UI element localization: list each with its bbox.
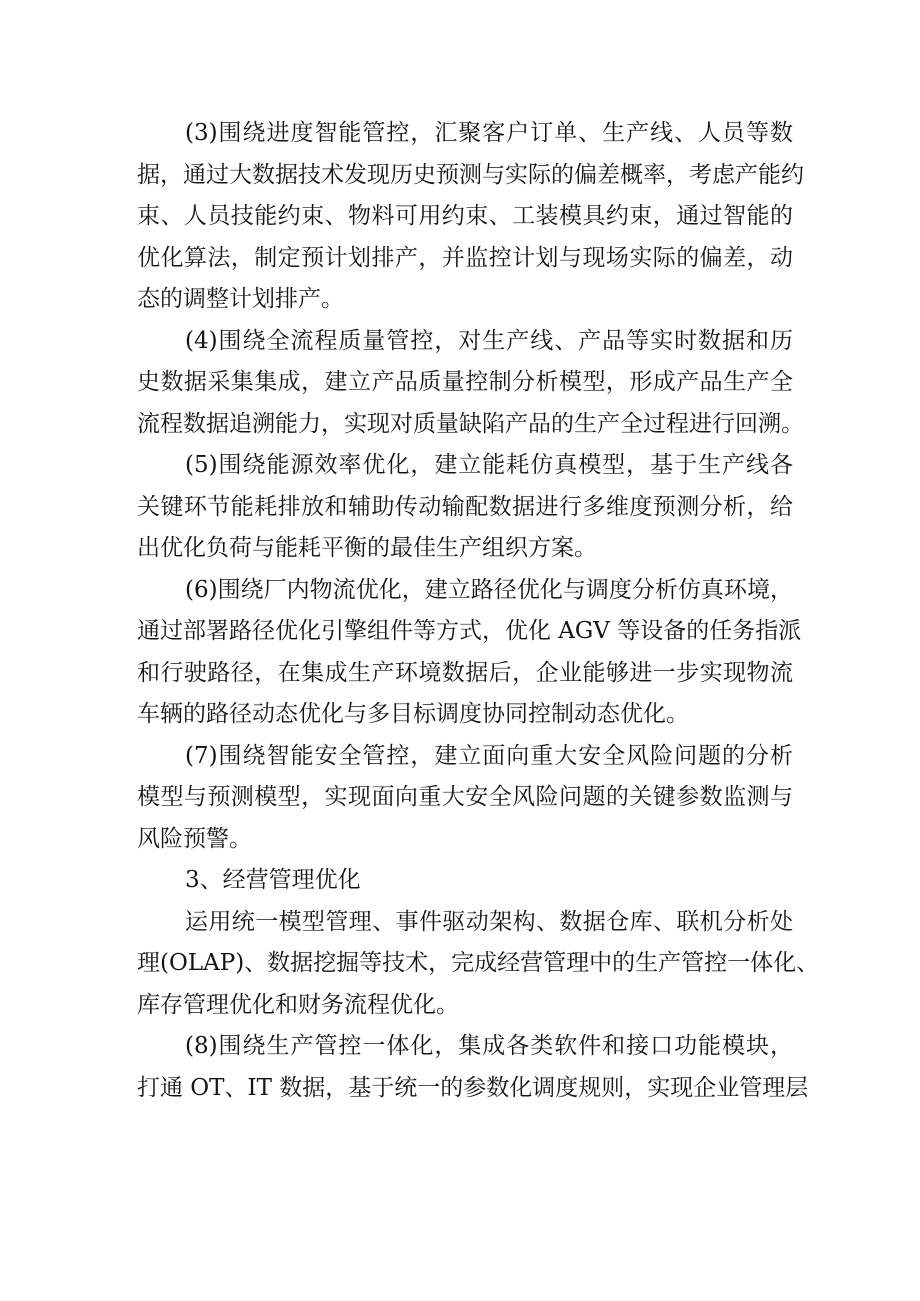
paragraph-line: (5)围绕能源效率优化，建立能耗仿真模型，基于生产线各 — [185, 452, 793, 478]
paragraph-line: 运用统一模型管理、事件驱动架构、数据仓库、联机分析处 — [185, 908, 793, 935]
paragraph-line: 库存管理优化和财务流程优化。 — [137, 991, 459, 1018]
paragraph-line: 优化算法，制定预计划排产，并监控计划与现场实际的偏差，动 — [137, 244, 793, 271]
paragraph-line: 打通 OT、IT 数据，基于统一的参数化调度规则，实现企业管理层 — [137, 1074, 809, 1101]
paragraph-line: 理(OLAP)、数据挖掘等技术，完成经营管理中的生产管控一体化、 — [137, 950, 820, 976]
paragraph-line: (4)围绕全流程质量管控，对生产线、产品等实时数据和历 — [185, 327, 793, 354]
document-body — [137, 113, 820, 1109]
paragraph-line: 史数据采集集成，建立产品质量控制分析模型，形成产品生产全 — [137, 369, 793, 395]
paragraph-line: (8)围绕生产管控一体化，集成各类软件和接口功能模块， — [185, 1033, 793, 1059]
paragraph-line: 束、人员技能约束、物料可用约束、工装模具约束，通过智能的 — [137, 203, 793, 229]
paragraph-line: 模型与预测模型，实现面向重大安全风险问题的关键参数监测与 — [137, 784, 793, 810]
paragraph-line: (7)围绕智能安全管控，建立面向重大安全风险问题的分析 — [185, 742, 793, 769]
paragraph-line: (3)围绕进度智能管控，汇聚客户订单、生产线、人员等数 — [185, 120, 793, 146]
paragraph-line: 通过部署路径优化引擎组件等方式，优化 AGV 等设备的任务指派 — [137, 618, 802, 644]
paragraph-7 — [137, 736, 793, 861]
paragraph-4 — [137, 321, 804, 446]
paragraph-line: 态的调整计划排产。 — [137, 286, 344, 312]
paragraph-6 — [137, 570, 802, 736]
paragraph-line: (6)围绕厂内物流优化，建立路径优化与调度分析仿真环境， — [185, 576, 793, 603]
paragraph-line: 风险预警。 — [137, 825, 252, 852]
paragraph-line: 流程数据追溯能力，实现对质量缺陷产品的生产全过程进行回溯。 — [137, 410, 804, 437]
paragraph-line: 和行驶路径，在集成生产环境数据后，企业能够进一步实现物流 — [137, 659, 793, 686]
paragraph-5 — [137, 445, 793, 570]
section-heading — [137, 860, 793, 902]
paragraph-line: 据，通过大数据技术发现历史预测与实际的偏差概率，考虑产能约 — [137, 161, 804, 188]
section-heading-text: 3、经营管理优化 — [185, 867, 361, 893]
paragraph-8 — [137, 1026, 809, 1109]
paragraph-line: 出优化负荷与能耗平衡的最佳生产组织方案。 — [137, 535, 597, 561]
paragraph-line: 车辆的路径动态优化与多目标调度协同控制动态优化。 — [137, 701, 689, 727]
paragraph-3 — [137, 113, 804, 321]
paragraph-line: 关键环节能耗排放和辅助传动输配数据进行多维度预测分析，给 — [137, 493, 793, 520]
paragraph-intro — [137, 902, 820, 1027]
